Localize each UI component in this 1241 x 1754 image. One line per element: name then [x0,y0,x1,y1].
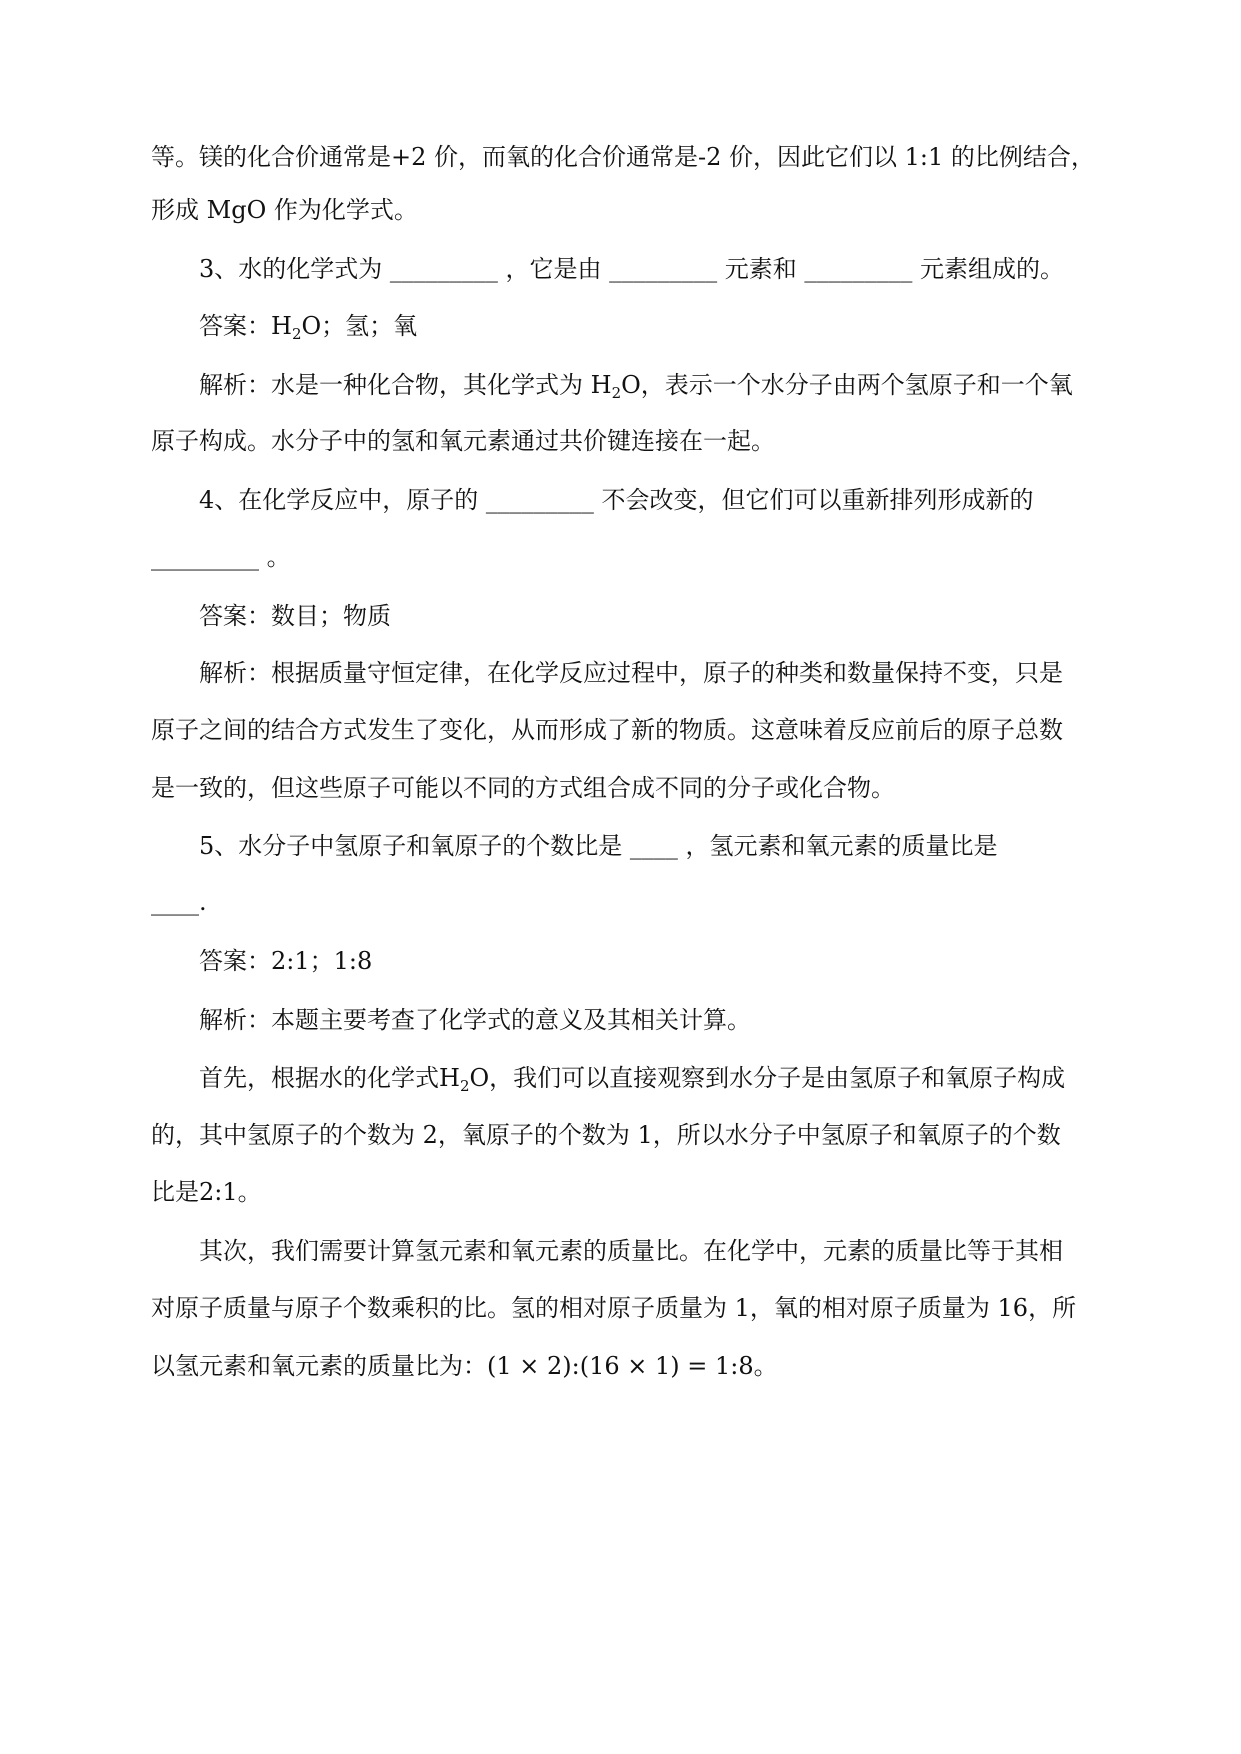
paragraph-line: 对原子质量与原子个数乘积的比。氢的相对原子质量为 1，氧的相对原子质量为 16，所 [151,1294,1077,1322]
paragraph-line: ____. [151,888,207,916]
question-5: 5、水分子中氢原子和氧原子的个数比是 ____ ，氢元素和氧元素的质量比是 [199,832,998,860]
question-4: 4、在化学反应中，原子的 _________ 不会改变，但它们可以重新排列形成新的 [199,486,1034,514]
paragraph-line: 的，其中氢原子的个数为 2，氧原子的个数为 1，所以水分子中氢原子和氧原子的个数 [151,1121,1061,1149]
analysis-5: 解析：本题主要考查了化学式的意义及其相关计算。 [199,1006,751,1034]
analysis-3: 解析：水是一种化合物，其化学式为 $H_2O$，表示一个水分子由两个氢原子和一个氧 [199,371,1073,402]
answer-5: 答案：2:1；1:8 [199,947,373,975]
paragraph-line: 形成 MgO 作为化学式。 [151,196,418,224]
paragraph-line: 是一致的，但这些原子可能以不同的方式组合成不同的分子或化合物。 [151,774,895,802]
analysis-4: 解析：根据质量守恒定律，在化学反应过程中，原子的种类和数量保持不变，只是 [199,659,1063,687]
paragraph-line: 等。镁的化合价通常是+2 价，而氧的化合价通常是-2 价，因此它们以 1:1 的比例结合， [151,143,1095,171]
paragraph-line: 首先，根据水的化学式$H_2O$，我们可以直接观察到水分子是由氢原子和氧原子构成 [199,1064,1066,1095]
paragraph-line: 其次，我们需要计算氢元素和氧元素的质量比。在化学中，元素的质量比等于其相 [199,1237,1063,1265]
paragraph-line: 以氢元素和氧元素的质量比为：(1 × 2):(16 × 1) = 1:8。 [151,1352,778,1380]
paragraph-line: _________ 。 [151,543,291,571]
paragraph-line: 比是2:1。 [151,1178,262,1206]
paragraph-line: 原子之间的结合方式发生了变化，从而形成了新的物质。这意味着反应前后的原子总数 [151,716,1063,744]
paragraph-line: 原子构成。水分子中的氢和氧元素通过共价键连接在一起。 [151,427,775,455]
question-3: 3、水的化学式为 _________ ，它是由 _________ 元素和 _________ 元素组成的。 [199,255,1065,283]
answer-3: 答案：$H_2O$；氢；氧 [199,312,418,343]
answer-4: 答案：数目；物质 [199,602,391,630]
